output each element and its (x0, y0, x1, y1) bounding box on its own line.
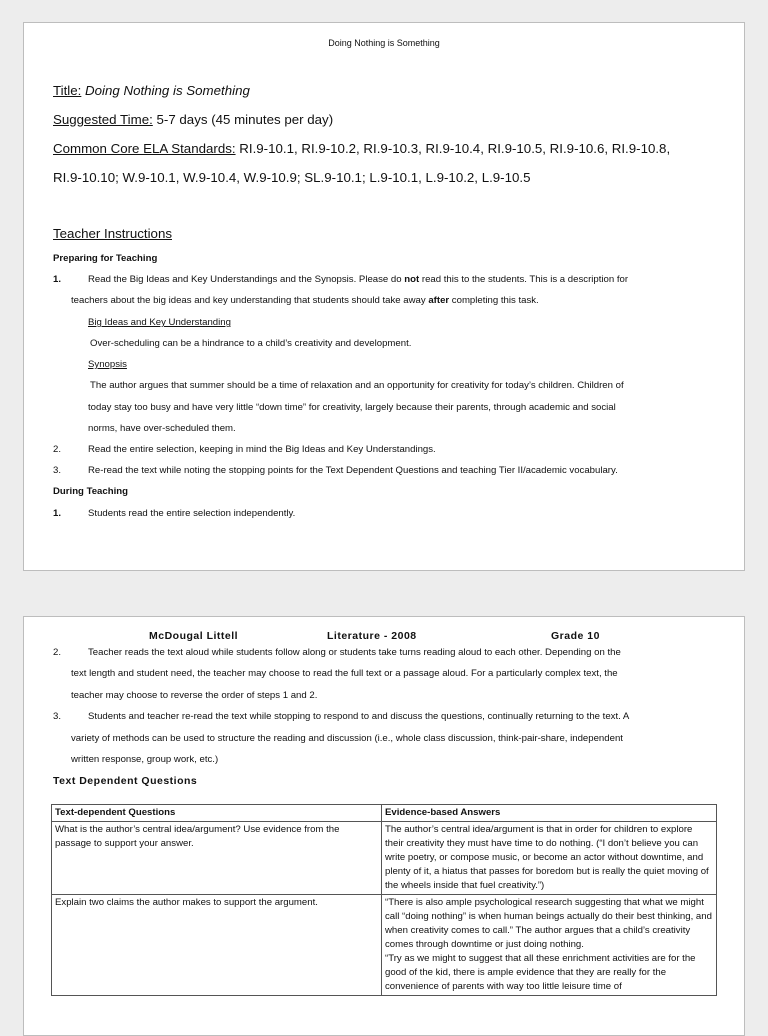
synopsis-line-3: norms, have over-scheduled them. (88, 423, 236, 434)
during-step-2-line-3: teacher may choose to reverse the order of steps 1 and 2. (71, 690, 318, 701)
document-page-1 (23, 22, 745, 571)
during-step-3-line-2: variety of methods can be used to structure the reading and discussion (i.e., whole class discussion, think-pair-share, independent (71, 733, 623, 744)
synopsis-line-2: today stay too busy and have very little “down time” for creativity, largely because their parents, through academic and social (88, 402, 616, 413)
during-step-2-line-2: text length and student need, the teacher may choose to read the full text or a passage aloud. For a particularly complex text, the (71, 668, 618, 679)
page-header: Doing Nothing is Something (328, 38, 440, 48)
big-ideas-text: Over-scheduling can be a hindrance to a child’s creativity and development. (90, 338, 412, 349)
title-value: Doing Nothing is Something (85, 83, 250, 98)
answer-cell: The author’s central idea/argument is that in order for children to explore their creativity they must have time to do nothing. (“I don’t believe you can write poetry, or compose music, or become an actor without downtime, and plenty of it, a hiatus that passes for boredom but is really the quiet moving of the wheels inside that fuel creativity.”) (382, 822, 717, 895)
table-row (52, 895, 717, 996)
standards-line-1 (53, 141, 670, 156)
prep-step-3: 3. Re-read the text while noting the stopping points for the Text Dependent Questions and teaching Tier II/academic vocabulary. (53, 465, 618, 476)
answer-cell (382, 895, 717, 996)
prep-step-1: 1. Read the Big Ideas and Key Understandings and the Synopsis. Please do not read this to the students. This is a description for (53, 274, 629, 285)
column-header-answers: Evidence-based Answers (382, 805, 717, 822)
publisher-header: McDougal Littell (149, 630, 239, 642)
table-row (52, 822, 717, 895)
during-step-3: 3. Students and teacher re-read the text while stopping to respond to and discuss the questions, continually returning to the text. A (53, 711, 630, 722)
during-step-2: 2. Teacher reads the text aloud while students follow along or students take turns reading aloud to each other. Depending on the (53, 647, 621, 658)
grade-header: Grade 10 (551, 630, 600, 642)
synopsis-line-1: The author argues that summer should be a time of relaxation and an opportunity for creativity for today’s children. Children of (90, 380, 624, 391)
title-line (53, 83, 250, 98)
during-teaching-heading: During Teaching (53, 486, 128, 497)
answer-paragraph: “There is also ample psychological research suggesting that what we might call “doing nothing” is when human beings actually do their best thinking, and when creativity comes to call.” The author argues that a child’s creativity comes through downtime or just doing nothing. (385, 897, 712, 950)
during-step-3-line-3: written response, group work, etc.) (71, 754, 219, 765)
suggested-time-value: 5-7 days (45 minutes per day) (156, 112, 334, 127)
step-number: 1. (53, 274, 62, 285)
title-label: Title: (53, 83, 82, 98)
question-cell: Explain two claims the author makes to support the argument. (52, 895, 382, 996)
preparing-heading: Preparing for Teaching (53, 253, 158, 264)
tdq-table (51, 804, 717, 996)
prep-step-2: 2. Read the entire selection, keeping in mind the Big Ideas and Key Understandings. (53, 444, 436, 455)
table-header-row (52, 805, 717, 822)
prep-step-1-cont: teachers about the big ideas and key understanding that students should take away after completing this task. (71, 295, 539, 306)
document-page-2 (23, 616, 745, 1036)
standards-label: Common Core ELA Standards: (53, 141, 236, 156)
standards-line-2: RI.9-10.10; W.9-10.1, W.9-10.4, W.9-10.9; SL.9-10.1; L.9-10.1, L.9-10.2, L.9-10.5 (53, 170, 531, 185)
teacher-instructions-heading: Teacher Instructions (53, 226, 172, 241)
during-step-1: 1. Students read the entire selection independently. (53, 508, 296, 519)
tdq-heading: Text Dependent Questions (53, 775, 198, 787)
synopsis-heading: Synopsis (88, 359, 127, 370)
standards-list-1: RI.9-10.1, RI.9-10.2, RI.9-10.3, RI.9-10.4, RI.9-10.5, RI.9-10.6, RI.9-10.8, (239, 141, 671, 156)
big-ideas-heading: Big Ideas and Key Understanding (88, 317, 231, 328)
answer-paragraph: “Try as we might to suggest that all these enrichment activities are for the good of the kid, there is ample evidence that they are really for the convenience of parents with way too little leisure time of (385, 953, 696, 992)
question-cell: What is the author’s central idea/argument? Use evidence from the passage to support your answer. (52, 822, 382, 895)
suggested-time-line (53, 112, 333, 127)
suggested-time-label: Suggested Time: (53, 112, 153, 127)
book-header: Literature - 2008 (327, 630, 417, 642)
column-header-questions: Text-dependent Questions (52, 805, 382, 822)
